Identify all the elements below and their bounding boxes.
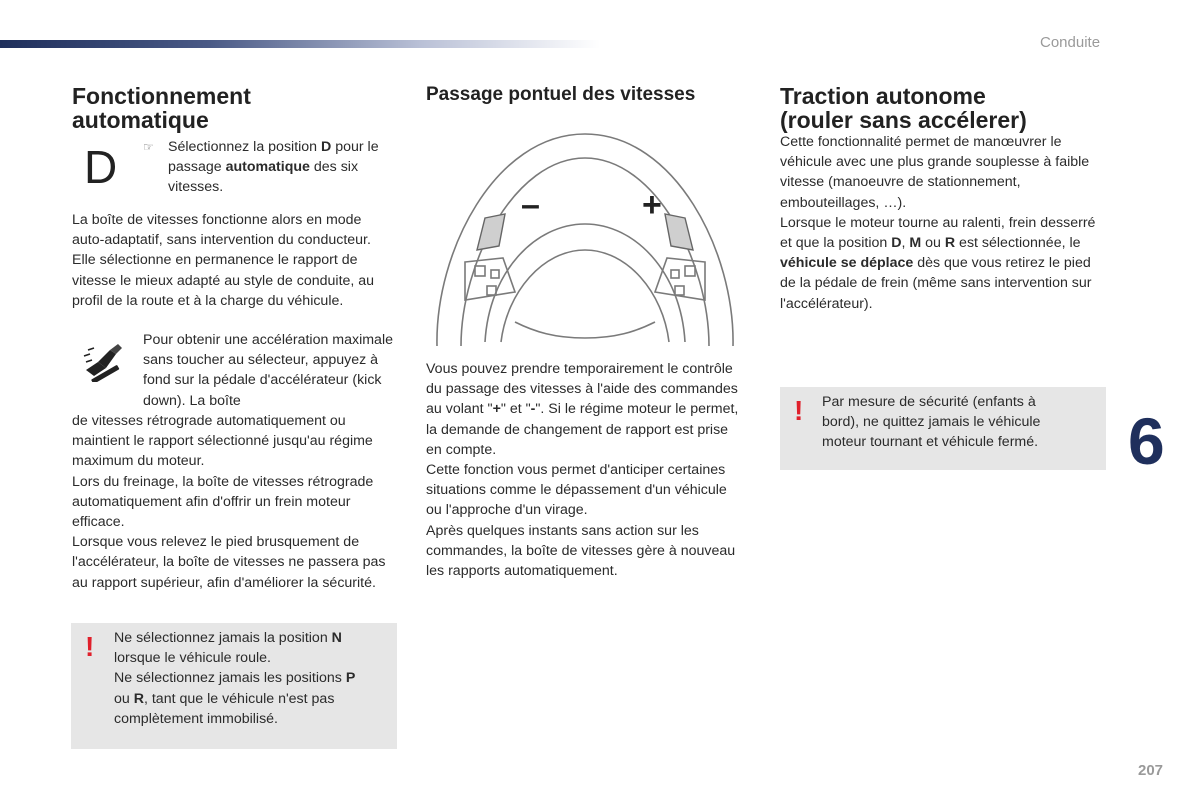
gear-letter-d: D — [84, 141, 118, 193]
section-title: Conduite — [1040, 34, 1101, 51]
bullet-select-d: ☞ Sélectionnez la position D pour le passage automatique des six vitesses. — [143, 139, 379, 196]
pointing-hand-icon: ☞ — [143, 140, 154, 154]
paddle-minus-label: – — [521, 186, 540, 224]
heading-fonctionnement-automatique: Fonctionnement automatique — [72, 83, 251, 133]
para-idle-creep: Lorsque le moteur tourne au ralenti, frein desserré et que la position D, M ou R est sélectionnée, le véhicule se déplace dès que vous retirez le pied de la pédale de frein (même sans intervention sur l'accélérateur). — [780, 214, 1096, 312]
header-gradient-bar — [0, 40, 600, 48]
warning-icon: ! — [85, 631, 95, 662]
para-return-auto: Après quelques instants sans action sur les commandes, la boîte de vitesses gère à nouveau les rapports automatiquement. — [426, 522, 736, 580]
kick-down-pedal-icon — [80, 342, 124, 382]
paddle-plus-label: + — [642, 186, 662, 224]
col3-body — [780, 132, 1108, 314]
warning-icon: ! — [794, 395, 804, 426]
col2-body — [426, 359, 746, 581]
warning-text-positions: Ne sélectionnez jamais la position N lorsque le véhicule roule. Ne sélectionnez jamais les positions P ou R, tant que le véhicule n'est pas complètement immobilisé. — [114, 630, 356, 727]
para-auto-adaptive: La boîte de vitesses fonctionne alors en mode auto-adaptatif, sans intervention du conducteur. Elle sélectionne en permanence le rapport de vitesse le mieux adapté au style de conduite, au profil de la route et à la charge du véhicule. — [72, 212, 375, 309]
heading-passage-pontuel: Passage pontuel des vitesses — [426, 84, 696, 105]
chapter-number: 6 — [1128, 404, 1165, 478]
warning-box-positions — [71, 623, 397, 749]
para-manoeuvre: Cette fonctionnalité permet de manœuvrer le véhicule avec une plus grande souplesse à faible vitesse (manoeuvre de stationnement, embouteillages, …). — [780, 134, 1090, 211]
steering-wheel-paddles-illustration — [425, 132, 745, 348]
warning-box-safety — [780, 387, 1106, 470]
warning-text-safety: Par mesure de sécurité (enfants à bord), ne quittez jamais le véhicule moteur tournant et véhicule fermé. — [822, 394, 1041, 451]
para-kick-down-rest: de vitesses rétrograde automatiquement ou maintient le rapport sélectionné jusqu'au régime maximum du moteur. Lors du freinage, la boîte de vitesses rétrograde automatiquement afin d'offrir un frein moteur efficace. Lorsque vous relevez le pied brusquement de l'accélérateur, la boîte de vitesses ne passera pas au rapport supérieur, afin d'améliorer la sécurité. — [72, 413, 386, 591]
page-number: 207 — [1138, 762, 1164, 779]
para-temporary-control: Vous pouvez prendre temporairement le contrôle du passage des vitesses à l'aide des commandes au volant "+" et "-". Si le régime moteur le permet, la demande de changement de rapport est prise en compte. — [426, 361, 739, 458]
para-anticipate: Cette fonction vous permet d'anticiper certaines situations comme le dépassement d'un véhicule ou l'approche d'un virage. — [426, 462, 727, 519]
heading-traction-autonome: Traction autonome (rouler sans accélerer) — [780, 83, 1027, 133]
para-kick-down-indented: Pour obtenir une accélération maximale sans toucher au sélecteur, appuyez à fond sur la pédale d'accélérateur (kick down). La boîte — [143, 332, 393, 409]
